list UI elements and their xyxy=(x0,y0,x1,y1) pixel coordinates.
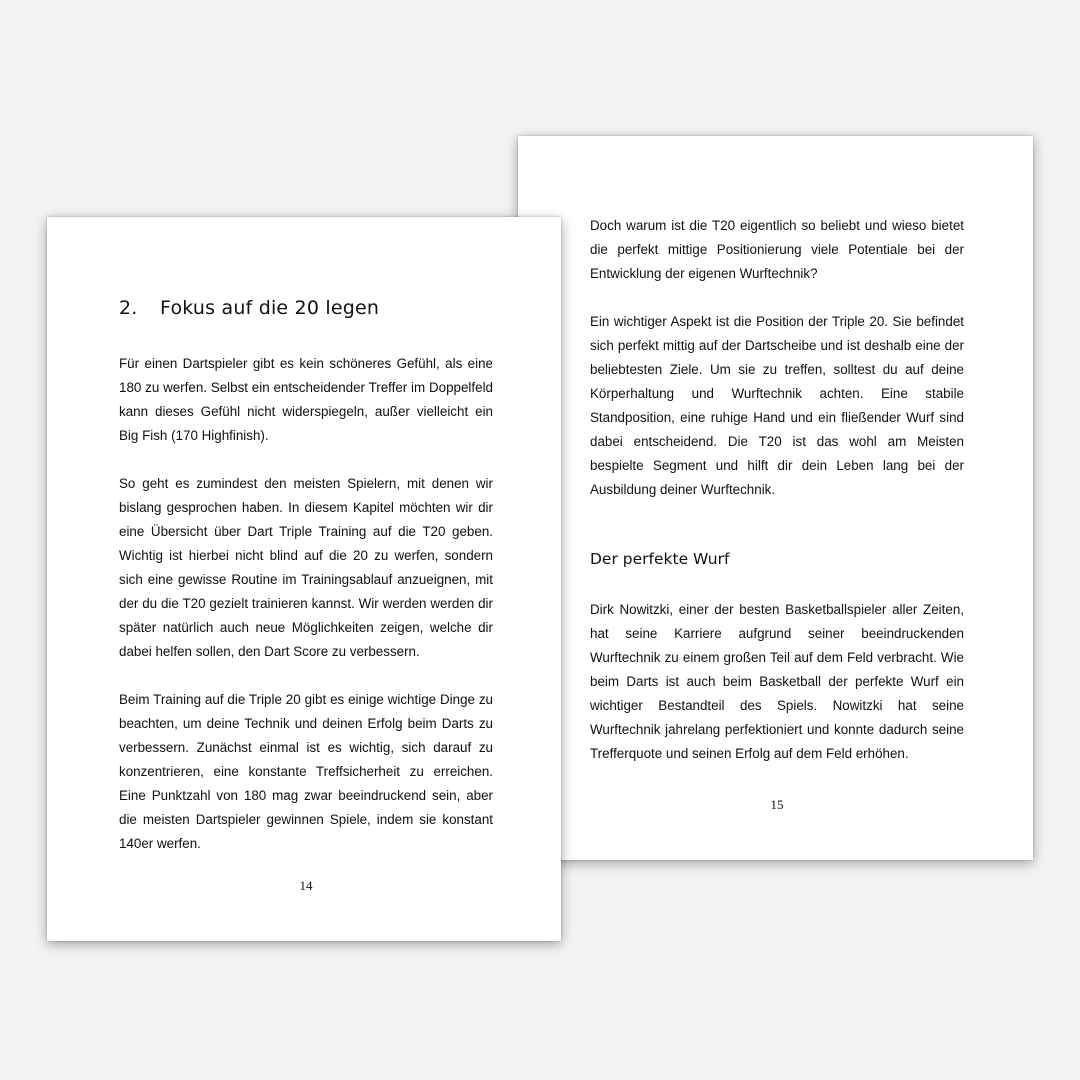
section-title: Der perfekte Wurf xyxy=(590,550,730,568)
body-paragraph: Doch warum ist die T20 eigentlich so beliebt und wieso bietet die perfekt mittige Positionierung viele Potentiale bei der Entwicklung der eigenen Wurftechnik? xyxy=(590,218,964,281)
body-paragraph: Ein wichtiger Aspekt ist die Position der Triple 20. Sie befindet sich perfekt mittig auf der Dartscheibe und ist deshalb eine der beliebtesten Ziele. Um sie zu treffen, solltest du auf deine Körperhaltung und Wurftechnik achten. Eine stabile Standposition, eine ruhige Hand und ein fließender Wurf sind dabei entscheidend. Die T20 ist das wohl am Meisten bespielte Segment und hilft dir dein Leben lang bei der Ausbildung deiner Wurftechnik. xyxy=(590,314,964,497)
body-paragraph: Beim Training auf die Triple 20 gibt es einige wichtige Dinge zu beachten, um deine Technik und deinen Erfolg beim Darts zu verbessern. Zunächst einmal ist es wichtig, sich darauf zu konzentrieren, eine konstante Treffsicherheit zu erreichen. Eine Punktzahl von 180 mag zwar beeindruckend sein, aber die meisten Dartspieler gewinnen Spiele, indem sie konstant 140er werfen. xyxy=(119,692,493,851)
book-page-right xyxy=(518,136,1033,860)
page-content xyxy=(119,217,493,941)
page-number: 14 xyxy=(299,878,313,893)
body-paragraph: So geht es zumindest den meisten Spielern, mit denen wir bislang gesprochen haben. In diesem Kapitel möchten wir dir eine Übersicht über Dart Triple Training auf die T20 geben. Wichtig ist hierbei nicht blind auf die 20 zu werfen, sondern sich eine gewisse Routine im Trainingsablauf anzueignen, mit der du die T20 gezielt trainieren kannst. Wir werden werden dir später natürlich auch neue Möglichkeiten zeigen, welche dir dabei helfen sollen, den Dart Score zu verbessern. xyxy=(119,476,493,659)
page-number: 15 xyxy=(770,797,784,812)
chapter-title xyxy=(119,297,379,319)
body-paragraph: Für einen Dartspieler gibt es kein schöneres Gefühl, als eine 180 zu werfen. Selbst ein entscheidender Treffer im Doppelfeld kann dieses Gefühl nicht widerspiegeln, außer vielleicht ein Big Fish (170 Highfinish). xyxy=(119,356,493,443)
body-paragraph: Dirk Nowitzki, einer der besten Basketballspieler aller Zeiten, hat seine Karriere aufgrund seiner beeindruckenden Wurftechnik zu einem großen Teil auf dem Feld verbracht. Wie beim Darts ist auch beim Basketball der perfekte Wurf ein wichtiger Bestandteil des Spiels. Nowitzki hat seine Wurftechnik jahrelang perfektioniert und konnte dadurch seine Trefferquote und seinen Erfolg auf dem Feld erhöhen. xyxy=(590,602,964,761)
page-content xyxy=(590,136,964,860)
book-page-left xyxy=(47,217,561,941)
chapter-number: 2. xyxy=(119,297,138,319)
chapter-title-text: Fokus auf die 20 legen xyxy=(160,297,380,319)
